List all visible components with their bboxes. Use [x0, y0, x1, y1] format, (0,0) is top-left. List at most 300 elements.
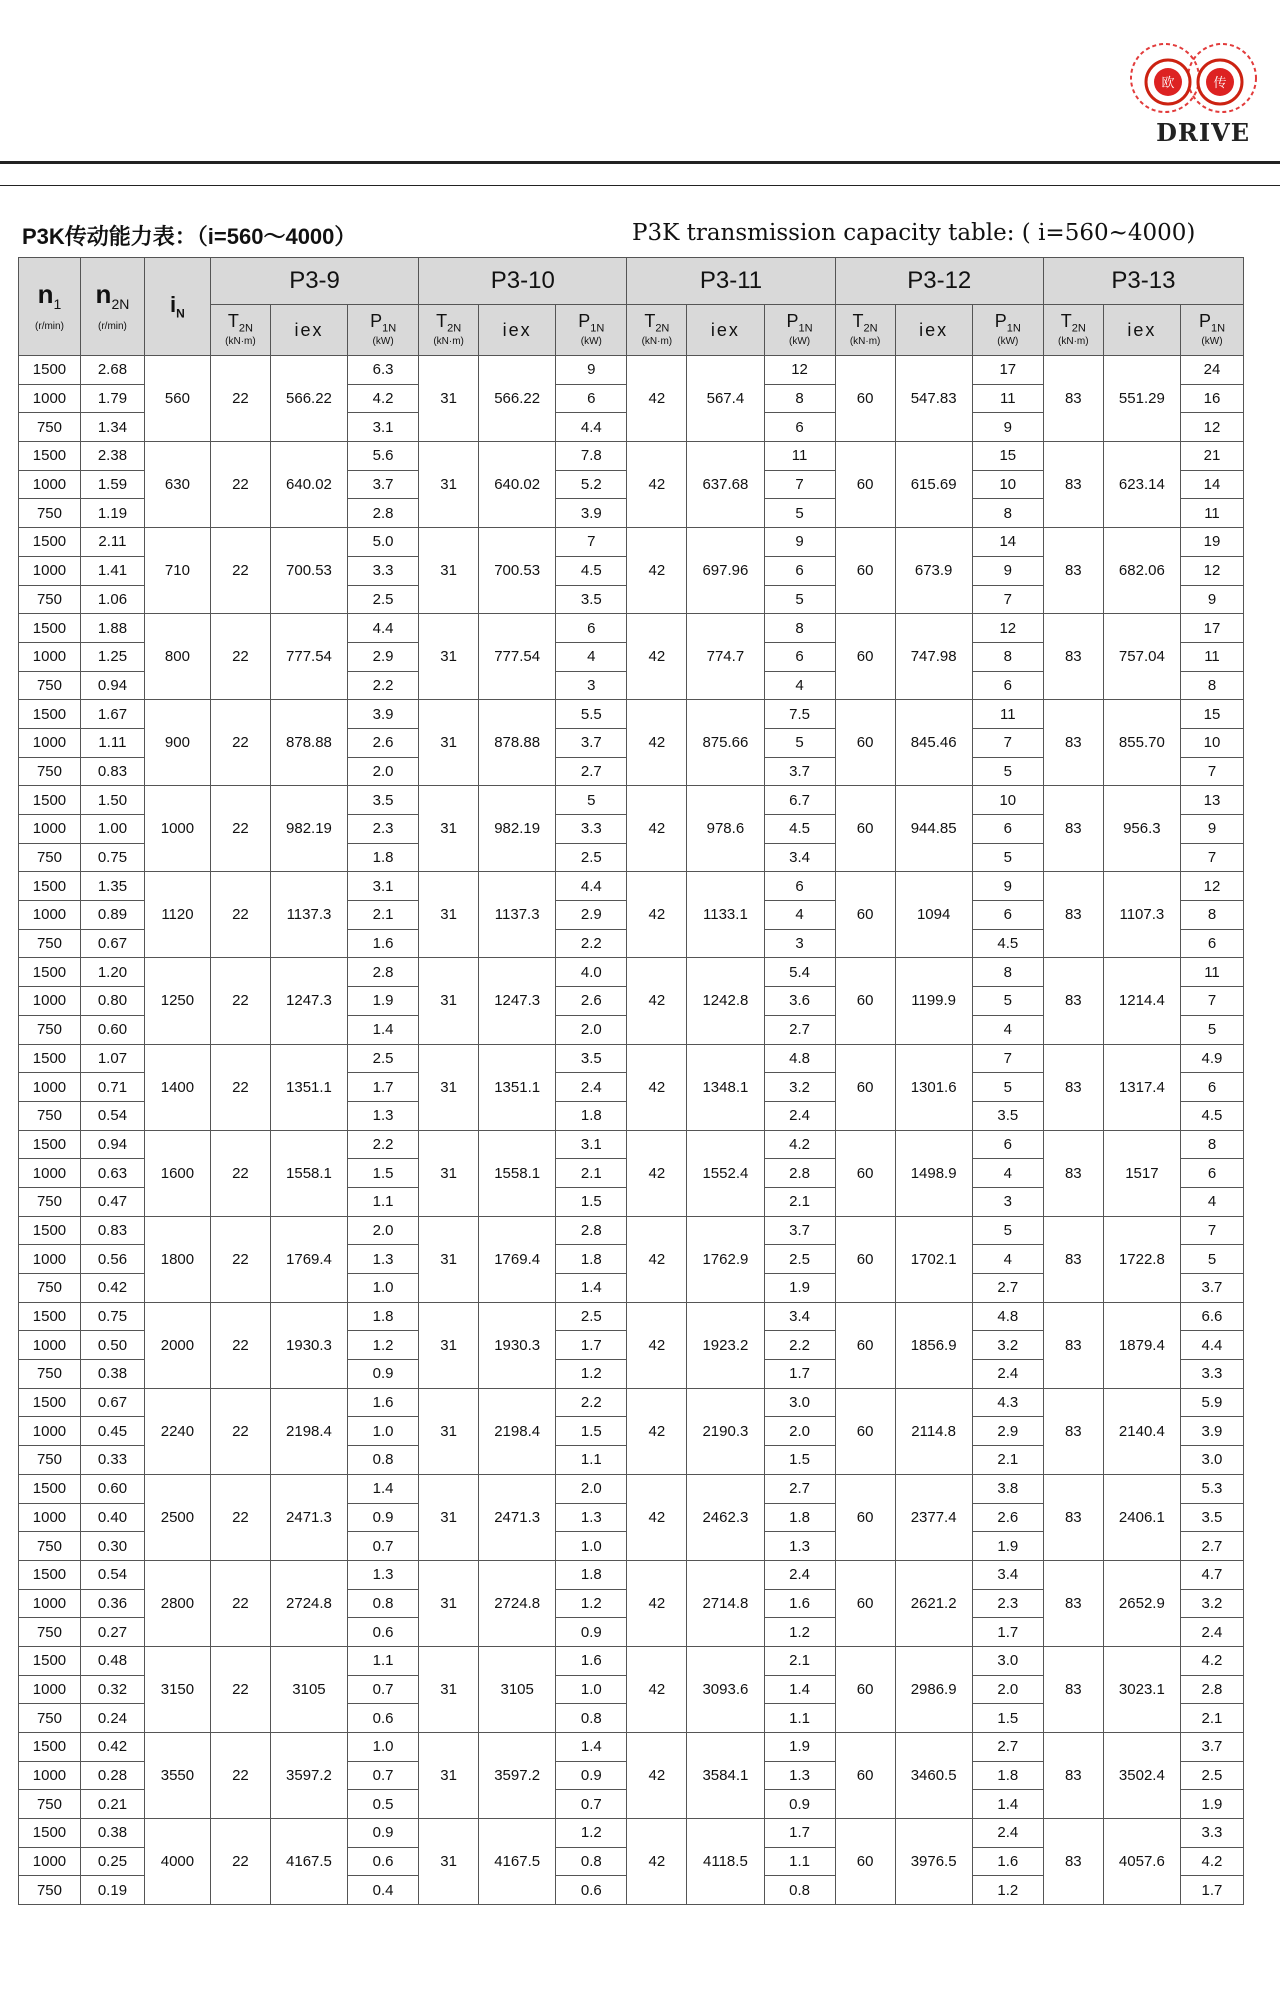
n2-cell: 0.21 [80, 1790, 144, 1819]
iex-cell: 2471.3 [270, 1474, 347, 1560]
p1n-cell: 5 [972, 843, 1043, 872]
t2n-cell: 60 [835, 958, 895, 1044]
table-row [19, 872, 1244, 901]
n2-cell: 0.83 [80, 757, 144, 786]
p1n-cell: 2.0 [972, 1675, 1043, 1704]
p1n-cell: 6 [764, 556, 835, 585]
n2-cell: 0.94 [80, 671, 144, 700]
table-row [19, 614, 1244, 643]
p1n-cell: 1.7 [764, 1360, 835, 1389]
header-rule-thin [0, 185, 1280, 186]
p1n-cell: 15 [972, 442, 1043, 471]
t2n-cell: 42 [627, 1646, 687, 1732]
p1n-cell: 12 [1180, 556, 1243, 585]
p1n-cell: 1.6 [764, 1589, 835, 1618]
p1n-cell: 12 [1180, 872, 1243, 901]
p1n-cell: 1.2 [764, 1618, 835, 1647]
p1n-cell: 3.7 [764, 1216, 835, 1245]
iex-cell: 1722.8 [1103, 1216, 1180, 1302]
iex-cell: 1930.3 [479, 1302, 556, 1388]
iex-cell: 700.53 [479, 528, 556, 614]
p1n-cell: 7 [764, 470, 835, 499]
t2n-cell: 31 [419, 786, 479, 872]
n2-cell: 0.60 [80, 1015, 144, 1044]
t2n-cell: 22 [210, 1302, 270, 1388]
n2-cell: 0.67 [80, 1388, 144, 1417]
p1n-cell: 5 [972, 1216, 1043, 1245]
iex-cell: 2986.9 [895, 1646, 972, 1732]
p1n-cell: 4.5 [1180, 1101, 1243, 1130]
p1n-cell: 7 [972, 1044, 1043, 1073]
n1-cell: 1500 [19, 1560, 81, 1589]
col-n2-header: $n_{2N}$ (r/min) [80, 258, 144, 356]
p1n-cell: 1.0 [556, 1532, 627, 1561]
t2n-cell: 60 [835, 700, 895, 786]
t2n-cell: 22 [210, 872, 270, 958]
iex-cell: 1107.3 [1103, 872, 1180, 958]
n1-cell: 750 [19, 1360, 81, 1389]
n1-cell: 1000 [19, 1503, 81, 1532]
n2-cell: 0.19 [80, 1876, 144, 1905]
p1n-cell: 1.5 [764, 1446, 835, 1475]
p1n-cell: 5.0 [348, 528, 419, 557]
iex-cell: 1923.2 [687, 1302, 764, 1388]
n2-cell: 0.27 [80, 1618, 144, 1647]
p1n-cell: 1.1 [764, 1704, 835, 1733]
iN-cell: 800 [144, 614, 210, 700]
p1n-cell: 0.4 [348, 1876, 419, 1905]
n1-cell: 1500 [19, 442, 81, 471]
iex-cell: 1498.9 [895, 1130, 972, 1216]
t2n-cell: 83 [1043, 1474, 1103, 1560]
p1n-cell: 11 [764, 442, 835, 471]
iex-cell: 2114.8 [895, 1388, 972, 1474]
iex-cell: 1317.4 [1103, 1044, 1180, 1130]
p1n-cell: 1.8 [348, 1302, 419, 1331]
n2-cell: 0.30 [80, 1532, 144, 1561]
p1n-cell: 1.4 [764, 1675, 835, 1704]
p1n-cell: 7.8 [556, 442, 627, 471]
iex-cell: 956.3 [1103, 786, 1180, 872]
p1n-cell: 3.4 [764, 1302, 835, 1331]
t2n-cell: 31 [419, 1733, 479, 1819]
p1n-cell: 1.1 [348, 1187, 419, 1216]
p1n-cell: 19 [1180, 528, 1243, 557]
t2n-cell: 22 [210, 1560, 270, 1646]
iex-header: iex [895, 305, 972, 356]
p1n-cell: 7 [972, 728, 1043, 757]
p1n-cell: 3.9 [556, 499, 627, 528]
p1n-cell: 2.2 [556, 929, 627, 958]
p1n-cell: 13 [1180, 786, 1243, 815]
p1n-cell: 2.7 [764, 1474, 835, 1503]
n2-cell: 1.34 [80, 413, 144, 442]
iex-cell: 640.02 [270, 442, 347, 528]
p1n-cell: 5.2 [556, 470, 627, 499]
p1n-cell: 2.4 [1180, 1618, 1243, 1647]
p1n-cell: 1.9 [348, 987, 419, 1016]
p1n-cell: 3.3 [1180, 1819, 1243, 1848]
n2-cell: 0.42 [80, 1274, 144, 1303]
iex-cell: 777.54 [270, 614, 347, 700]
iex-cell: 2190.3 [687, 1388, 764, 1474]
p1n-cell: 1.6 [348, 929, 419, 958]
p1n-cell: 9 [1180, 585, 1243, 614]
iex-cell: 3976.5 [895, 1819, 972, 1905]
t2n-cell: 83 [1043, 1560, 1103, 1646]
p1n-cell: 6 [556, 384, 627, 413]
n1-cell: 750 [19, 1532, 81, 1561]
t2n-cell: 83 [1043, 356, 1103, 442]
n1-cell: 1000 [19, 1417, 81, 1446]
t2n-cell: 83 [1043, 700, 1103, 786]
iex-cell: 1558.1 [479, 1130, 556, 1216]
p1n-cell: 2.1 [556, 1159, 627, 1188]
iex-cell: 1769.4 [270, 1216, 347, 1302]
n1-cell: 1000 [19, 1847, 81, 1876]
iex-cell: 2652.9 [1103, 1560, 1180, 1646]
p1n-cell: 21 [1180, 442, 1243, 471]
iN-cell: 560 [144, 356, 210, 442]
t2n-cell: 22 [210, 786, 270, 872]
t2n-cell: 22 [210, 700, 270, 786]
p1n-cell: 5 [972, 987, 1043, 1016]
p1n-cell: 17 [1180, 614, 1243, 643]
p1n-cell: 3.5 [972, 1101, 1043, 1130]
n1-cell: 1000 [19, 556, 81, 585]
n1-cell: 1000 [19, 728, 81, 757]
p1n-cell: 2.2 [556, 1388, 627, 1417]
t2n-cell: 83 [1043, 1216, 1103, 1302]
n1-cell: 750 [19, 1618, 81, 1647]
n1-cell: 750 [19, 1015, 81, 1044]
p1n-cell: 1.8 [556, 1560, 627, 1589]
iex-cell: 878.88 [270, 700, 347, 786]
n2-cell: 0.47 [80, 1187, 144, 1216]
t2n-cell: 83 [1043, 958, 1103, 1044]
p1n-cell: 0.8 [556, 1847, 627, 1876]
t2n-cell: 60 [835, 1819, 895, 1905]
iN-cell: 2800 [144, 1560, 210, 1646]
table-row [19, 958, 1244, 987]
p1n-cell: 5.6 [348, 442, 419, 471]
iex-cell: 1552.4 [687, 1130, 764, 1216]
t2n-cell: 42 [627, 700, 687, 786]
p1n-cell: 7 [972, 585, 1043, 614]
p1n-cell: 2.8 [764, 1159, 835, 1188]
p1n-cell: 11 [1180, 642, 1243, 671]
iex-cell: 640.02 [479, 442, 556, 528]
iN-cell: 1400 [144, 1044, 210, 1130]
p1n-cell: 6 [972, 1130, 1043, 1159]
iex-header: iex [479, 305, 556, 356]
n2-cell: 1.00 [80, 815, 144, 844]
n1-cell: 750 [19, 1101, 81, 1130]
t2n-cell: 83 [1043, 528, 1103, 614]
p1n-cell: 2.7 [972, 1733, 1043, 1762]
t2n-header: $T_{2N}$ (kN·m) [210, 305, 270, 356]
p1n-cell: 1.1 [764, 1847, 835, 1876]
iex-cell: 3023.1 [1103, 1646, 1180, 1732]
t2n-cell: 22 [210, 528, 270, 614]
t2n-cell: 42 [627, 1474, 687, 1560]
p1n-cell: 9 [764, 528, 835, 557]
t2n-cell: 31 [419, 1302, 479, 1388]
t2n-cell: 22 [210, 1646, 270, 1732]
n2-cell: 0.56 [80, 1245, 144, 1274]
iex-cell: 1242.8 [687, 958, 764, 1044]
iex-cell: 1199.9 [895, 958, 972, 1044]
p1n-cell: 4.5 [764, 815, 835, 844]
p1n-cell: 1.2 [556, 1360, 627, 1389]
p1n-cell: 2.5 [348, 1044, 419, 1073]
n2-cell: 0.38 [80, 1819, 144, 1848]
p1n-cell: 0.8 [348, 1589, 419, 1618]
p1n-cell: 2.6 [348, 728, 419, 757]
p1n-cell: 1.5 [556, 1187, 627, 1216]
p1n-cell: 2.8 [1180, 1675, 1243, 1704]
table-row [19, 1733, 1244, 1762]
n2-cell: 1.88 [80, 614, 144, 643]
p1n-cell: 8 [1180, 671, 1243, 700]
p1n-cell: 1.7 [556, 1331, 627, 1360]
n2-cell: 0.94 [80, 1130, 144, 1159]
iex-cell: 3105 [479, 1646, 556, 1732]
p1n-cell: 14 [1180, 470, 1243, 499]
p1n-cell: 4.0 [556, 958, 627, 987]
t2n-cell: 31 [419, 872, 479, 958]
p1n-cell: 8 [764, 384, 835, 413]
p1n-cell: 2.1 [348, 901, 419, 930]
p1n-cell: 3.7 [348, 470, 419, 499]
p1n-cell: 0.9 [348, 1819, 419, 1848]
p1n-cell: 1.9 [764, 1274, 835, 1303]
iex-cell: 4118.5 [687, 1819, 764, 1905]
iex-cell: 1137.3 [270, 872, 347, 958]
p1n-cell: 10 [972, 470, 1043, 499]
n1-cell: 1500 [19, 1216, 81, 1245]
p1n-header: $P_{1N}$ (kW) [764, 305, 835, 356]
p1n-cell: 6 [1180, 1159, 1243, 1188]
p1n-cell: 1.1 [348, 1646, 419, 1675]
n2-cell: 1.25 [80, 642, 144, 671]
p1n-cell: 4 [972, 1015, 1043, 1044]
p1n-cell: 9 [972, 413, 1043, 442]
t2n-cell: 31 [419, 1474, 479, 1560]
p1n-cell: 1.4 [348, 1015, 419, 1044]
iex-cell: 697.96 [687, 528, 764, 614]
iex-cell: 566.22 [270, 356, 347, 442]
n2-cell: 0.33 [80, 1446, 144, 1475]
p1n-cell: 3.9 [348, 700, 419, 729]
iex-cell: 1247.3 [270, 958, 347, 1044]
iex-cell: 3105 [270, 1646, 347, 1732]
iex-cell: 2406.1 [1103, 1474, 1180, 1560]
iex-cell: 3597.2 [270, 1733, 347, 1819]
t2n-cell: 31 [419, 1044, 479, 1130]
p1n-cell: 0.7 [348, 1761, 419, 1790]
iex-header: iex [270, 305, 347, 356]
t2n-cell: 22 [210, 442, 270, 528]
t2n-cell: 83 [1043, 1044, 1103, 1130]
p1n-cell: 0.6 [348, 1704, 419, 1733]
n1-cell: 750 [19, 585, 81, 614]
t2n-cell: 31 [419, 1388, 479, 1474]
p1n-cell: 1.7 [1180, 1876, 1243, 1905]
p1n-cell: 2.1 [764, 1646, 835, 1675]
p1n-cell: 5.3 [1180, 1474, 1243, 1503]
p1n-cell: 3.3 [1180, 1360, 1243, 1389]
p1n-cell: 15 [1180, 700, 1243, 729]
p1n-cell: 0.6 [348, 1847, 419, 1876]
n1-cell: 1500 [19, 1646, 81, 1675]
p1n-cell: 8 [972, 958, 1043, 987]
table-row [19, 786, 1244, 815]
n1-cell: 1000 [19, 1073, 81, 1102]
iex-cell: 855.70 [1103, 700, 1180, 786]
n1-cell: 1000 [19, 815, 81, 844]
p1n-cell: 2.8 [348, 499, 419, 528]
iex-cell: 878.88 [479, 700, 556, 786]
t2n-cell: 22 [210, 1130, 270, 1216]
n2-cell: 1.35 [80, 872, 144, 901]
p1n-cell: 4.7 [1180, 1560, 1243, 1589]
t2n-cell: 42 [627, 958, 687, 1044]
p1n-cell: 3.4 [764, 843, 835, 872]
p1n-cell: 2.0 [348, 1216, 419, 1245]
col-iN-header: $i_N$ [144, 258, 210, 356]
p1n-cell: 1.7 [972, 1618, 1043, 1647]
p1n-cell: 5.5 [556, 700, 627, 729]
iex-cell: 2198.4 [270, 1388, 347, 1474]
iex-cell: 4057.6 [1103, 1819, 1180, 1905]
p1n-cell: 7 [1180, 843, 1243, 872]
p1n-cell: 1.3 [348, 1560, 419, 1589]
p1n-cell: 1.6 [348, 1388, 419, 1417]
iN-cell: 3150 [144, 1646, 210, 1732]
p1n-header: $P_{1N}$ (kW) [348, 305, 419, 356]
t2n-cell: 83 [1043, 1302, 1103, 1388]
p1n-cell: 4.2 [764, 1130, 835, 1159]
n1-cell: 1000 [19, 470, 81, 499]
iex-cell: 845.46 [895, 700, 972, 786]
iex-cell: 3502.4 [1103, 1733, 1180, 1819]
p1n-cell: 5 [1180, 1015, 1243, 1044]
p1n-cell: 4 [556, 642, 627, 671]
table-row [19, 1302, 1244, 1331]
p1n-cell: 3.5 [556, 1044, 627, 1073]
logo-char-2: 传 [1213, 76, 1227, 91]
n2-cell: 1.59 [80, 470, 144, 499]
p1n-cell: 2.0 [764, 1417, 835, 1446]
iex-cell: 673.9 [895, 528, 972, 614]
p1n-cell: 1.5 [348, 1159, 419, 1188]
n2-cell: 0.67 [80, 929, 144, 958]
t2n-cell: 42 [627, 1733, 687, 1819]
p1n-cell: 2.2 [348, 671, 419, 700]
iN-cell: 2500 [144, 1474, 210, 1560]
p1n-cell: 0.6 [556, 1876, 627, 1905]
p1n-cell: 9 [1180, 815, 1243, 844]
t2n-cell: 22 [210, 1819, 270, 1905]
p1n-cell: 5.9 [1180, 1388, 1243, 1417]
col-n1-header: $n_1$ (r/min) [19, 258, 81, 356]
p1n-cell: 1.0 [348, 1274, 419, 1303]
p1n-cell: 3.7 [1180, 1733, 1243, 1762]
n1-cell: 750 [19, 499, 81, 528]
p1n-cell: 1.4 [556, 1733, 627, 1762]
t2n-cell: 42 [627, 528, 687, 614]
n2-cell: 0.60 [80, 1474, 144, 1503]
p1n-cell: 1.5 [556, 1417, 627, 1446]
t2n-cell: 31 [419, 1560, 479, 1646]
n1-cell: 1000 [19, 1159, 81, 1188]
p1n-cell: 8 [1180, 1130, 1243, 1159]
p1n-cell: 2.1 [1180, 1704, 1243, 1733]
iex-cell: 1133.1 [687, 872, 764, 958]
n2-cell: 0.32 [80, 1675, 144, 1704]
p1n-cell: 6 [764, 413, 835, 442]
p1n-cell: 1.2 [556, 1819, 627, 1848]
n1-cell: 750 [19, 671, 81, 700]
iex-cell: 1702.1 [895, 1216, 972, 1302]
p1n-cell: 1.1 [556, 1446, 627, 1475]
p1n-cell: 7 [1180, 757, 1243, 786]
p1n-cell: 7.5 [764, 700, 835, 729]
iex-cell: 3460.5 [895, 1733, 972, 1819]
iex-cell: 1930.3 [270, 1302, 347, 1388]
iex-cell: 1558.1 [270, 1130, 347, 1216]
iex-cell: 1517 [1103, 1130, 1180, 1216]
p1n-cell: 1.2 [348, 1331, 419, 1360]
p1n-cell: 1.9 [764, 1733, 835, 1762]
p1n-cell: 2.6 [972, 1503, 1043, 1532]
n1-cell: 1500 [19, 872, 81, 901]
iex-cell: 747.98 [895, 614, 972, 700]
n1-cell: 1500 [19, 1302, 81, 1331]
n2-cell: 2.68 [80, 356, 144, 385]
iex-cell: 700.53 [270, 528, 347, 614]
n2-cell: 0.28 [80, 1761, 144, 1790]
iex-cell: 615.69 [895, 442, 972, 528]
t2n-cell: 83 [1043, 442, 1103, 528]
iex-cell: 682.06 [1103, 528, 1180, 614]
n2-cell: 0.80 [80, 987, 144, 1016]
t2n-cell: 60 [835, 872, 895, 958]
p1n-cell: 0.7 [348, 1532, 419, 1561]
p1n-cell: 3.5 [1180, 1503, 1243, 1532]
n1-cell: 750 [19, 1187, 81, 1216]
p1n-cell: 3.6 [764, 987, 835, 1016]
p1n-cell: 2.8 [556, 1216, 627, 1245]
iN-cell: 710 [144, 528, 210, 614]
p1n-cell: 1.0 [348, 1733, 419, 1762]
p1n-cell: 12 [764, 356, 835, 385]
p1n-cell: 17 [972, 356, 1043, 385]
p1n-cell: 6 [1180, 1073, 1243, 1102]
iex-cell: 1769.4 [479, 1216, 556, 1302]
t2n-cell: 42 [627, 442, 687, 528]
iex-cell: 567.4 [687, 356, 764, 442]
table-row [19, 1560, 1244, 1589]
t2n-cell: 22 [210, 356, 270, 442]
p1n-cell: 3.1 [348, 872, 419, 901]
n1-cell: 1500 [19, 786, 81, 815]
p1n-cell: 7 [556, 528, 627, 557]
n1-cell: 1500 [19, 1733, 81, 1762]
p1n-cell: 2.2 [764, 1331, 835, 1360]
iex-cell: 1094 [895, 872, 972, 958]
